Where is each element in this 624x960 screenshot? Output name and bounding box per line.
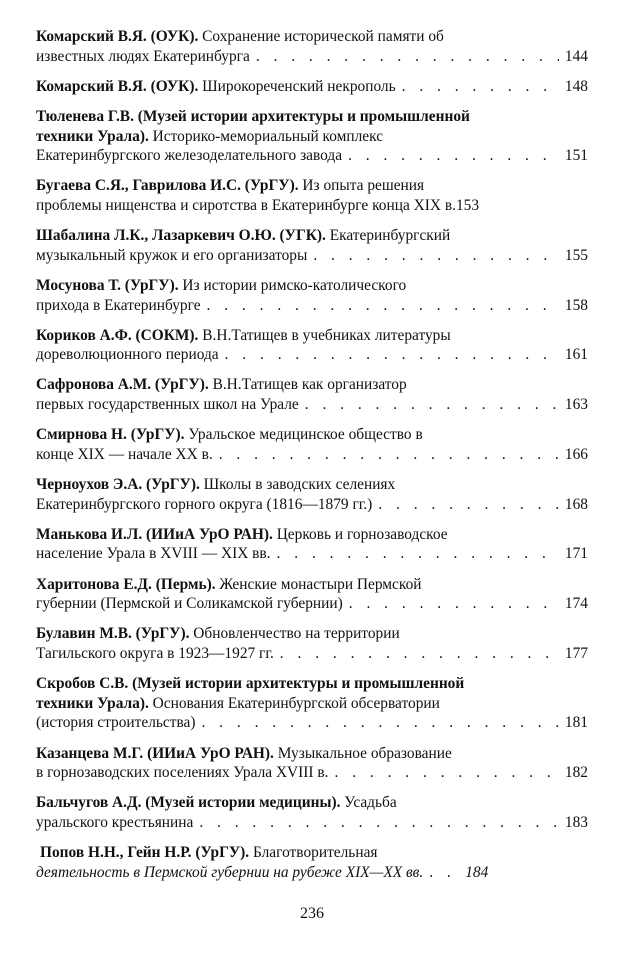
entry-first-line: [36, 575, 588, 595]
entry-last-line: [36, 863, 588, 883]
entry-title: В.Н.Татищев в учебниках литературы: [198, 326, 451, 344]
entry-title: Из истории римско-католического: [178, 276, 407, 294]
entry-title: Сохранение исторической памяти об: [198, 28, 444, 45]
entry-page-number: 184: [465, 863, 489, 881]
entry-title: население Урала в XVIII — XIX вв.: [36, 545, 271, 563]
dot-leader: [277, 544, 559, 564]
toc-entry: [36, 375, 588, 414]
dot-leader: [199, 813, 559, 833]
entry-authors: Булавин М.В. (УрГУ).: [36, 625, 190, 643]
entry-last-line: [36, 77, 588, 97]
dot-leader: [313, 246, 559, 266]
entry-first-line: [36, 326, 588, 346]
toc-entry: [36, 226, 588, 265]
entry-page-number: 183: [564, 813, 588, 831]
entry-title: Екатеринбургского железоделательного завода: [36, 147, 343, 165]
entry-first-line: [36, 425, 588, 445]
dot-leader: [429, 863, 459, 883]
entry-authors-cont: техники Урала).: [36, 127, 149, 145]
entry-authors: Бальчугов А.Д. (Музей истории медицины).: [36, 794, 341, 812]
entry-title: деятельность в Пермской губернии на рубеже XIX—XX вв.: [36, 863, 424, 881]
entry-title: проблемы нищенства и сиротства в Екатеринбурге конца XIX в.: [36, 196, 456, 214]
toc-entry: [36, 793, 588, 832]
page-number: 236: [300, 905, 324, 922]
dot-leader: [256, 47, 559, 67]
entry-first-line: [36, 843, 588, 863]
entry-title: В.Н.Татищев как организатор: [208, 376, 407, 394]
entry-authors: Комарский В.Я. (ОУК).: [36, 28, 199, 45]
entry-page-number: 168: [564, 495, 588, 513]
entry-last-line: [36, 713, 588, 733]
entry-title: Тагильского округа в 1923—1927 гг.: [36, 644, 274, 662]
entry-title: Женские монастыри Пермской: [215, 575, 422, 593]
toc-entry: [36, 77, 588, 97]
entry-title: Усадьба: [340, 794, 397, 812]
entry-last-line: [36, 296, 588, 316]
entry-authors: Попов Н.Н., Гейн Н.Р. (УрГУ).: [40, 844, 250, 862]
entry-first-line: [36, 624, 588, 644]
dot-leader: [402, 77, 559, 97]
entry-page-number: 174: [564, 595, 588, 613]
toc-entry: [36, 674, 588, 733]
dot-leader: [378, 495, 559, 515]
entry-last-line: [36, 813, 588, 833]
entry-title: в горнозаводских поселениях Урала XVIII в.: [36, 764, 329, 782]
entry-authors: Казанцева М.Г. (ИИиА УрО РАН).: [36, 744, 274, 762]
entry-page-number: 161: [564, 346, 588, 364]
entry-page-number: 177: [564, 644, 588, 662]
entry-last-line: [36, 146, 588, 166]
toc-entry: [36, 107, 588, 166]
entry-last-line: [36, 594, 588, 614]
entry-title: [36, 694, 588, 714]
entry-title: прихода в Екатеринбурге: [36, 296, 201, 314]
entry-last-line: [36, 763, 588, 783]
entry-title: известных людях Екатеринбурга: [36, 47, 250, 65]
entry-title: Церковь и горнозаводское: [272, 525, 448, 543]
entry-page-number: 144: [564, 47, 588, 65]
dot-leader: [348, 146, 559, 166]
entry-title: Обновленчество на территории: [189, 625, 400, 643]
toc-entry: [36, 525, 588, 564]
entry-page-number: 182: [564, 764, 588, 782]
toc-entry: [36, 27, 588, 66]
entry-page-number: 148: [564, 77, 588, 95]
entry-authors: Харитонова Е.Д. (Пермь).: [36, 575, 216, 593]
entry-page-number: 171: [564, 545, 588, 563]
entry-authors: Смирнова Н. (УрГУ).: [36, 426, 185, 444]
dot-leader: [225, 345, 559, 365]
entry-last-line: [36, 644, 588, 664]
entry-first-line: [36, 793, 588, 813]
toc-entry: [36, 326, 588, 365]
entry-title: уральского крестьянина: [36, 813, 194, 831]
entry-authors: Манькова И.Л. (ИИиА УрО РАН).: [36, 525, 273, 543]
toc-entry: [36, 475, 588, 514]
entry-title: первых государственных школ на Урале: [36, 396, 299, 414]
entry-title: Екатеринбургский: [325, 227, 451, 245]
entry-first-line: [36, 375, 588, 395]
entry-first-line: [36, 226, 588, 246]
entry-last-line: [36, 445, 588, 465]
toc-entry: [36, 624, 588, 663]
dot-leader: [280, 644, 559, 664]
entry-authors: Шабалина Л.К., Лазаркевич О.Ю. (УГК).: [36, 227, 326, 245]
entry-last-line: [36, 495, 588, 515]
entry-first-line: [36, 475, 588, 495]
entry-title: Музыкальное образование: [273, 744, 452, 762]
dot-leader: [349, 594, 559, 614]
entry-authors: Черноухов Э.А. (УрГУ).: [36, 476, 200, 494]
toc-entry: [36, 176, 588, 215]
entry-authors: Комарский В.Я. (ОУК).: [36, 77, 199, 95]
entry-authors: Скробов С.В. (Музей истории архитектуры и промышленной: [36, 675, 465, 693]
entry-page-number: 181: [564, 714, 588, 732]
entry-title: Из опыта решения: [298, 177, 425, 195]
entry-authors: Тюленева Г.В. (Музей истории архитектуры и промышленной: [36, 107, 470, 125]
entry-title: Школы в заводских селениях: [199, 476, 396, 494]
dot-leader: [335, 763, 559, 783]
toc-entry: [36, 276, 588, 315]
entry-title: дореволюционного периода: [36, 346, 219, 364]
entry-title: (история строительства): [36, 714, 196, 732]
entry-title-part: Основания Екатеринбургской обсерватории: [148, 694, 440, 712]
entry-authors: Бугаева С.Я., Гаврилова И.С. (УрГУ).: [36, 177, 299, 195]
entry-page-number: 158: [564, 296, 588, 314]
entry-title: Широкореченский некрополь: [198, 77, 396, 95]
entry-first-line: [36, 744, 588, 764]
entry-first-line: [36, 276, 588, 296]
entry-first-line: [36, 27, 588, 47]
entry-first-line: [36, 525, 588, 545]
toc-entry: [36, 843, 588, 882]
entry-authors: Сафронова А.М. (УрГУ).: [36, 376, 209, 394]
entry-page-number: 155: [564, 246, 588, 264]
entry-last-line: [36, 246, 588, 266]
toc-entry: [36, 425, 588, 464]
toc-entry: [36, 575, 588, 614]
entry-last-line: [36, 395, 588, 415]
entry-authors: Мосунова Т. (УрГУ).: [36, 276, 179, 294]
dot-leader: [207, 296, 559, 316]
entry-title: Благотворительная: [249, 844, 378, 862]
dot-leader: [219, 445, 559, 465]
entry-title: [36, 127, 588, 147]
toc-entry: [36, 744, 588, 783]
entry-page-number: 153: [455, 196, 480, 214]
table-of-contents: [36, 27, 588, 893]
entry-title-part: Историко-мемориальный комплекс: [148, 127, 384, 145]
dot-leader: [201, 713, 558, 733]
entry-last-line: [36, 47, 588, 67]
entry-title: Екатеринбургского горного округа (1816—1879 гг.): [36, 495, 373, 513]
entry-authors-cont: техники Урала).: [36, 694, 149, 712]
entry-last-line: [36, 196, 588, 216]
entry-last-line: [36, 544, 588, 564]
entry-title: музыкальный кружок и его организаторы: [36, 246, 308, 264]
dot-leader: [305, 395, 559, 415]
entry-page-number: 151: [564, 147, 588, 165]
entry-title: конце XIX — начале XX в.: [36, 445, 213, 463]
entry-last-line: [36, 345, 588, 365]
entry-page-number: 166: [564, 445, 588, 463]
entry-first-line: [36, 176, 588, 196]
entry-title: Уральское медицинское общество в: [184, 426, 423, 444]
entry-authors: Кориков А.Ф. (СОКМ).: [36, 326, 199, 344]
entry-title: губернии (Пермской и Соликамской губернии): [36, 595, 343, 613]
entry-page-number: 163: [564, 396, 588, 414]
